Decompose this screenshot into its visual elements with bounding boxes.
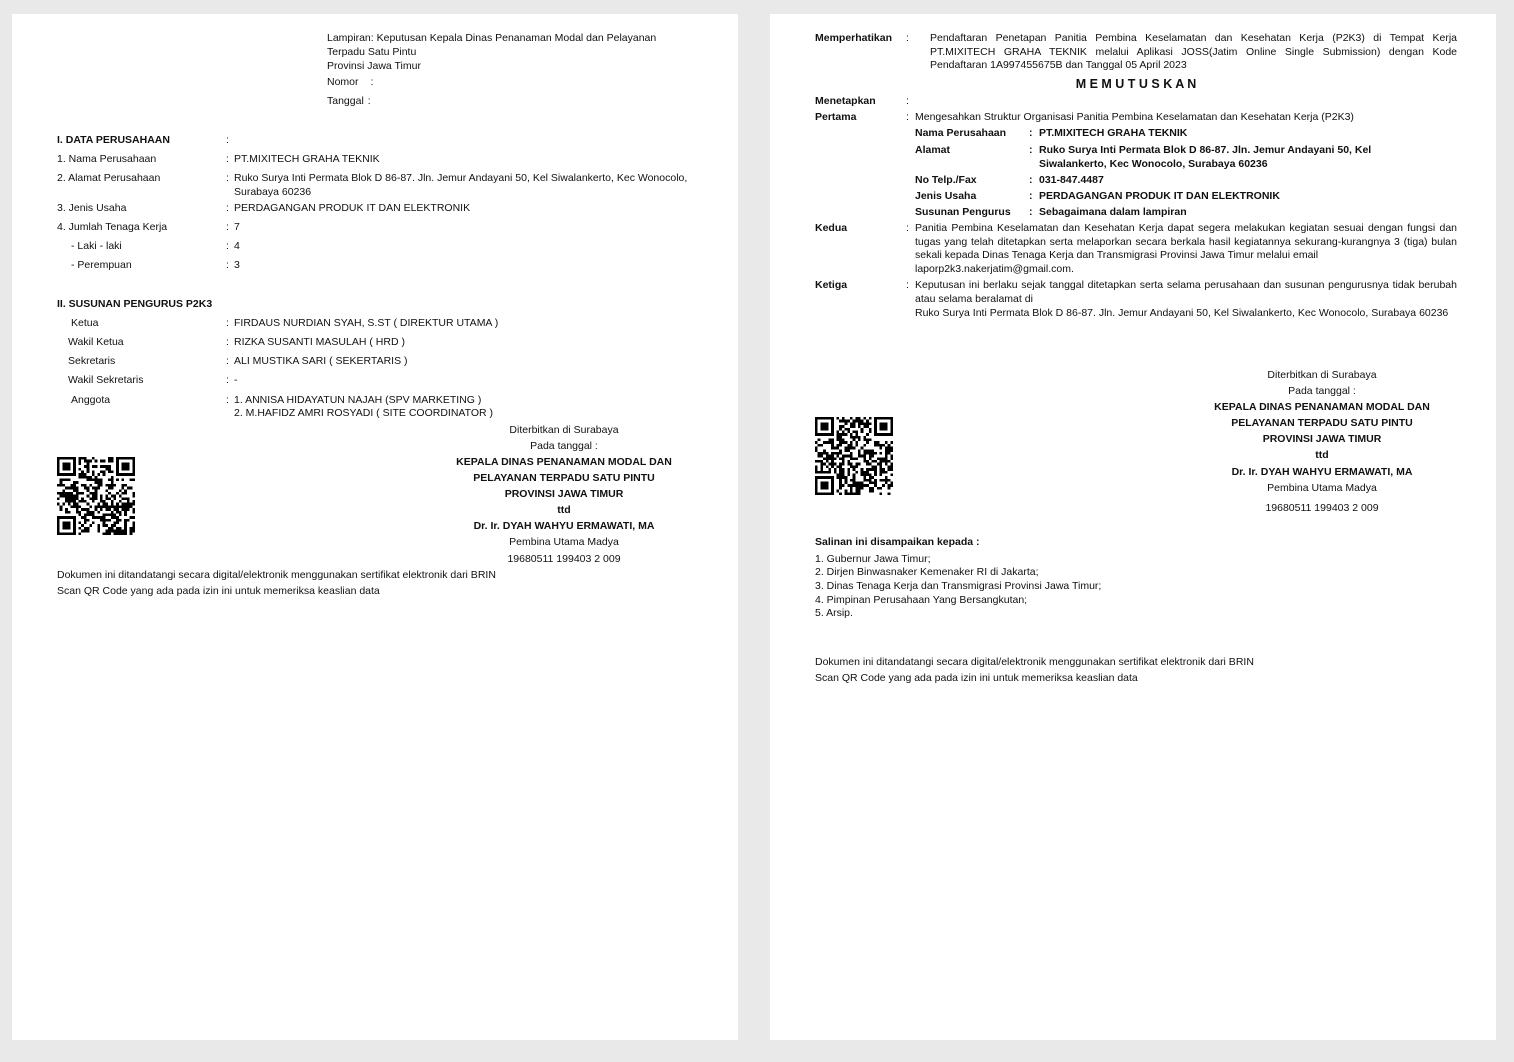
pertama-row-label: No Telp./Fax <box>915 174 977 186</box>
document-page-1 <box>12 14 738 1040</box>
pertama-text: Mengesahkan Struktur Organisasi Panitia Pembina Keselamatan dan Kesehatan Kerja (P2K3) <box>915 111 1354 123</box>
issued-place: Diterbitkan di Surabaya <box>509 424 619 436</box>
row-label: - Perempuan <box>71 259 132 271</box>
memperhatikan-label: Memperhatikan <box>815 32 893 44</box>
row-value: 7 <box>234 221 240 233</box>
qr-code[interactable] <box>815 417 893 495</box>
colon: : <box>226 336 229 348</box>
colon: : <box>1029 144 1033 156</box>
colon: : <box>1029 174 1033 186</box>
lampiran-heading: Lampiran: Keputusan Kepala Dinas Penanaman Modal dan Pelayanan Terpadu Satu Pintu <box>327 32 657 58</box>
colon: : <box>906 95 909 107</box>
pertama-row-value: 031-847.4487 <box>1039 174 1104 186</box>
kedua-text: Panitia Pembina Keselamatan dan Kesehatan Kerja dapat segera melakukan kegiatan sesuai dengan fungsi dan tugas yang telah ditetapkan serta melaporkan secara berkala hasil kegiatannya sekurang-kurangnya 3 (tiga) bulan sekali kepada Dinas Tenaga Kerja dan Transmigrasi Provinsi Jawa Timur melalui email <box>915 222 1457 261</box>
ketiga-label: Ketiga <box>815 279 848 291</box>
issued-date: Pada tanggal : <box>530 440 598 452</box>
colon: : <box>226 221 229 233</box>
pertama-row-value: Sebagaimana dalam lampiran <box>1039 206 1187 218</box>
row-value: ALI MUSTIKA SARI ( SEKERTARIS ) <box>234 355 408 367</box>
ttd: ttd <box>557 504 571 516</box>
row-label: 3. Jenis Usaha <box>57 202 127 214</box>
row-label: Wakil Sekretaris <box>68 374 144 386</box>
ketiga-address: Ruko Surya Inti Permata Blok D 86-87. Jln. Jemur Andayani 50, Kel Siwalankerto, Kec Wonocolo, Surabaya 60236 <box>915 307 1449 319</box>
pertama-row-label: Jenis Usaha <box>915 190 977 202</box>
row-value: 4 <box>234 240 240 252</box>
row-value: PERDAGANGAN PRODUK IT DAN ELEKTRONIK <box>234 202 471 214</box>
row-label: Ketua <box>71 317 99 329</box>
issued-place: Diterbitkan di Surabaya <box>1267 369 1377 381</box>
office-line: PROVINSI JAWA TIMUR <box>1262 433 1382 445</box>
salinan-item: 4. Pimpinan Perusahaan Yang Bersangkutan; <box>815 594 1028 606</box>
office-line: PELAYANAN TERPADU SATU PINTU <box>473 472 655 484</box>
colon: : <box>226 317 229 329</box>
colon: : <box>906 111 909 123</box>
colon: : <box>1029 206 1033 218</box>
tanggal-label: Tanggal : <box>327 95 371 107</box>
office-line: PROVINSI JAWA TIMUR <box>504 488 624 500</box>
ttd: ttd <box>1315 449 1329 461</box>
kedua-email: laporp2k3.nakerjatim@gmail.com. <box>915 263 1074 275</box>
signatory-name: Dr. Ir. DYAH WAHYU ERMAWATI, MA <box>473 520 655 532</box>
row-value: 3 <box>234 259 240 271</box>
salinan-item: 1. Gubernur Jawa Timur; <box>815 553 931 565</box>
row-value-continued: Surabaya 60236 <box>234 186 312 198</box>
colon: : <box>226 355 229 367</box>
section-data-perusahaan-title: I. DATA PERUSAHAAN <box>57 134 170 146</box>
salinan-title: Salinan ini disampaikan kepada : <box>815 536 980 548</box>
row-value: Ruko Surya Inti Permata Blok D 86-87. Jln. Jemur Andayani 50, Kel Siwalankerto, Kec Wonocolo, <box>234 172 688 184</box>
signatory-rank: Pembina Utama Madya <box>1267 482 1377 494</box>
row-label: 4. Jumlah Tenaga Kerja <box>57 221 168 233</box>
footer-digital-signature-note: Dokumen ini ditandatangi secara digital/elektronik menggunakan sertifikat elektronik dari BRIN <box>57 569 496 581</box>
colon: : <box>226 394 229 406</box>
row-label: 1. Nama Perusahaan <box>57 153 157 165</box>
colon: : <box>226 374 229 386</box>
ketiga-text: Keputusan ini berlaku sejak tanggal ditetapkan serta selama perusahaan dan susunan pengurusnya tidak berubah atau selama beralamat di <box>915 279 1457 305</box>
footer-qr-note: Scan QR Code yang ada pada izin ini untuk memeriksa keaslian data <box>57 585 380 597</box>
row-label: Anggota <box>71 394 111 406</box>
nomor-label: Nomor : <box>327 76 374 88</box>
pertama-row-value: PERDAGANGAN PRODUK IT DAN ELEKTRONIK <box>1039 190 1280 202</box>
colon: : <box>226 134 229 146</box>
office-line: KEPALA DINAS PENANAMAN MODAL DAN <box>456 456 672 468</box>
row-label: 2. Alamat Perusahaan <box>57 172 161 184</box>
colon: : <box>226 153 229 165</box>
signatory-rank: Pembina Utama Madya <box>509 536 619 548</box>
pertama-row-label: Susunan Pengurus <box>915 206 1011 218</box>
row-label: Wakil Ketua <box>68 336 124 348</box>
pertama-row-value-continued: Siwalankerto, Kec Wonocolo, Surabaya 60236 <box>1039 158 1268 170</box>
salinan-item: 5. Arsip. <box>815 607 853 619</box>
colon: : <box>226 202 229 214</box>
salinan-item: 3. Dinas Tenaga Kerja dan Transmigrasi Provinsi Jawa Timur; <box>815 580 1102 592</box>
menetapkan-label: Menetapkan <box>815 95 876 107</box>
colon: : <box>1029 190 1033 202</box>
office-line: PELAYANAN TERPADU SATU PINTU <box>1231 417 1413 429</box>
colon: : <box>1029 127 1033 139</box>
qr-code[interactable] <box>57 457 135 535</box>
row-value: FIRDAUS NURDIAN SYAH, S.ST ( DIREKTUR UTAMA ) <box>234 317 499 329</box>
row-value: - <box>234 374 238 386</box>
issued-date: Pada tanggal : <box>1288 385 1356 397</box>
colon: : <box>226 259 229 271</box>
colon: : <box>906 32 909 44</box>
signatory-name: Dr. Ir. DYAH WAHYU ERMAWATI, MA <box>1231 466 1413 478</box>
document-page-2 <box>770 14 1496 1040</box>
row-value: PT.MIXITECH GRAHA TEKNIK <box>234 153 380 165</box>
pertama-row-label: Nama Perusahaan <box>915 127 1007 139</box>
salinan-item: 2. Dirjen Binwasnaker Kemenaker RI di Jakarta; <box>815 566 1039 578</box>
signatory-nip: 19680511 199403 2 009 <box>1265 502 1379 514</box>
memutuskan-heading: M E M U T U S K A N <box>1075 77 1197 91</box>
section-susunan-pengurus-title: II. SUSUNAN PENGURUS P2K3 <box>57 298 213 310</box>
colon: : <box>906 222 909 234</box>
colon: : <box>906 279 909 291</box>
row-label: Sekretaris <box>68 355 116 367</box>
row-label: - Laki - laki <box>71 240 122 252</box>
pertama-row-value: Ruko Surya Inti Permata Blok D 86-87. Jln. Jemur Andayani 50, Kel <box>1039 144 1372 156</box>
footer-digital-signature-note: Dokumen ini ditandatangi secara digital/elektronik menggunakan sertifikat elektronik dari BRIN <box>815 656 1254 668</box>
signatory-nip: 19680511 199403 2 009 <box>507 553 621 565</box>
pertama-label: Pertama <box>815 111 857 123</box>
row-value-continued: 2. M.HAFIDZ AMRI ROSYADI ( SITE COORDINATOR ) <box>234 407 494 419</box>
memperhatikan-text: Pendaftaran Penetapan Panitia Pembina Keselamatan dan Kesehatan Kerja (P2K3) di Tempat Kerja PT.MIXITECH GRAHA TEKNIK melalui Aplikasi JOSS(Jatim Online Single Submission) dengan Kode Pendaftaran 1A997455675B dan Tanggal 05 April 2023 <box>930 32 1457 71</box>
pertama-row-label: Alamat <box>915 144 951 156</box>
provinsi-line: Provinsi Jawa Timur <box>327 60 421 72</box>
pertama-row-value: PT.MIXITECH GRAHA TEKNIK <box>1039 127 1188 139</box>
kedua-label: Kedua <box>815 222 848 234</box>
footer-qr-note: Scan QR Code yang ada pada izin ini untuk memeriksa keaslian data <box>815 672 1138 684</box>
colon: : <box>226 240 229 252</box>
row-value: RIZKA SUSANTI MASULAH ( HRD ) <box>234 336 405 348</box>
office-line: KEPALA DINAS PENANAMAN MODAL DAN <box>1214 401 1430 413</box>
colon: : <box>226 172 229 184</box>
row-value: 1. ANNISA HIDAYATUN NAJAH (SPV MARKETING ) <box>234 394 482 406</box>
